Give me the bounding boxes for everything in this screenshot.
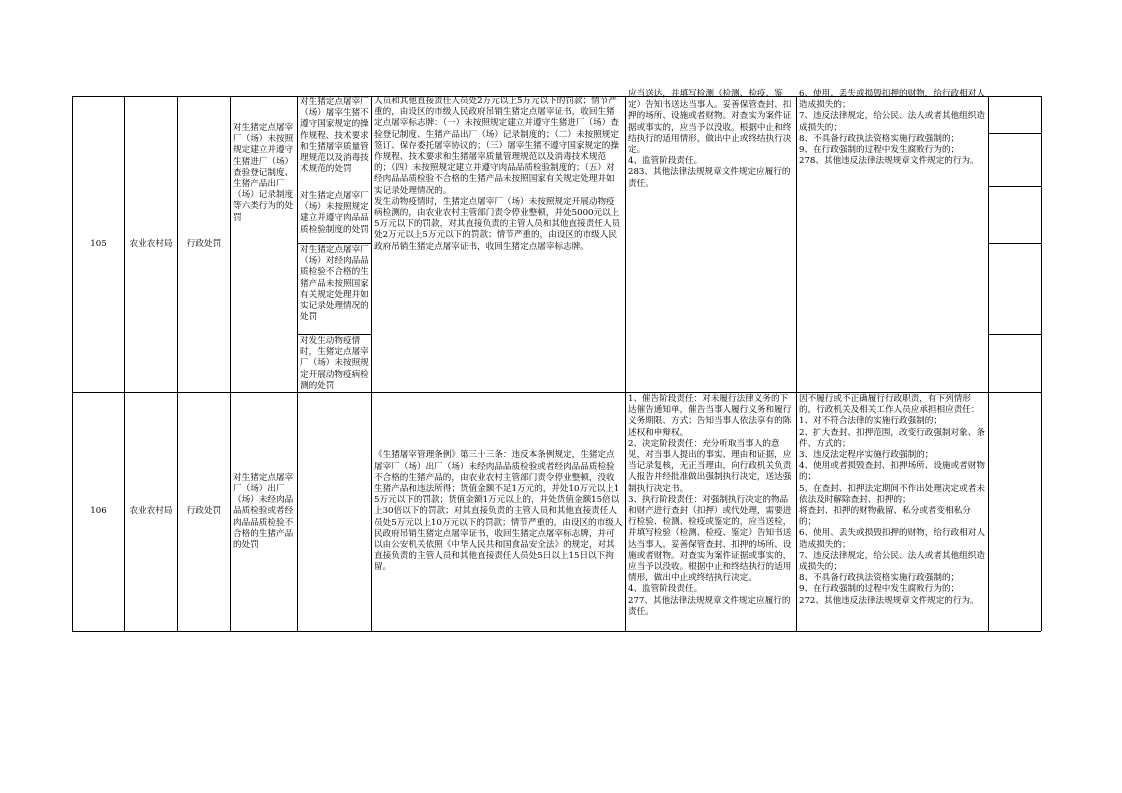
last-col-divider: [988, 186, 1041, 187]
legal-basis-cell: 人员和其他直接责任人员处2万元以上5万元以下的罚款；情节严重的，由设区的市级人民政府吊销生猪定点屠宰证书，收回生猪定点屠宰标志牌：（一）未按照规定建立并遵守生猪进厂（场）查验登记制度、生猪产品出厂（场）记录制度的；（二）未按照规定签订、保存委托屠宰协议的；（三）屠宰生猪不遵守国家规定的操作规程、技术要求和生猪屠宰质量管理规范以及消毒技术规范的；（四）未按照规定建立并遵守肉品品质检验制度的；（五）对经肉品品质检验不合格的生猪产品未按照国家有关规定处理并如实记录处理情况的。 发生动物疫情时，生猪定点屠宰厂（场）未按照规定开展动物疫病检测的，由农业农村主管部门责令停业整顿，并处5000元以上5万元以下的罚款，对其直接负责的主管人员和其他直接责任人员处2万元以上5万元以下的罚款；情节严重的，由设区的市级人民政府吊销生猪定点屠宰证书，收回生猪定点屠宰标志牌。: [374, 96, 621, 252]
sub-item-cell: 对生猪定点屠宰厂（场）未按照规定建立并遵守肉品品质检验制度的处罚: [298, 190, 371, 243]
item-name-cell: 对生猪定点屠宰厂（场）出厂（场）未经肉品品质检验或者经肉品品质检验不合格的生猪产品的处罚: [233, 472, 294, 550]
sub-item-cell: 对生猪定点屠宰厂（场）屠宰生猪不遵守国家规定的操作规程、技术要求和生猪屠宰质量管理规范以及消毒技术规范的处罚: [300, 97, 369, 175]
last-col-divider: [988, 334, 1041, 335]
last-col-divider: [988, 133, 1041, 134]
legal-basis-cell: 《生猪屠宰管理条例》第三十三条：违反本条例规定，生猪定点屠宰厂（场）出厂（场）未经肉品品质检验或者经肉品品质检验不合格的生猪产品的，由农业农村主管部门责令停业整顿，没收生猪产品和违法所得；货值金额不足1万元的，并处10万元以上15万元以下的罚款；货值金额1万元以上的，并处货值金额15倍以上30倍以下的罚款；对其直接负责的主管人员和其他直接责任人员处5万元以上10万元以下的罚款；情节严重的，由设区的市级人民政府吊销生猪定点屠宰证书，收回生猪定点屠宰标志牌，并可以由公安机关依照《中华人民共和国食品安全法》的规定，对其直接负责的主管人员和其他直接责任人员处5日以上15日以下拘留。: [374, 450, 623, 573]
sub-item-cell: 对生猪定点屠宰厂（场）对经肉品品质检验不合格的生猪产品未按照国家有关规定处理并如实记录处理情况的处罚: [300, 245, 369, 323]
col-line: [988, 96, 989, 631]
table-bottom-border: [72, 631, 1041, 632]
accountability-cell: 因不履行或不正确履行行政职责，有下列情形的，行政机关及相关工作人员应承担相应责任：1、对不符合法律的实施行政强制的； 2、扩大查封、扣押范围，改变行政强制对象、条件、方式的； 3、违反法定程序实施行政强制的； 4、使用或者损毁查封、扣押场所、设施或者财物的； 5、在查封、扣押法定期间不作出处理决定或者未依法及时解除查封、扣押的； 将查封、扣押的财物截留、私分或者变相私分的； 6、使用、丢失或损毁扣押的财物，给行政相对人造成损失的； 7、违反法律规定，给公民、法人或者其他组织造成损失的； 8、不具备行政执法资格实施行政强制的； 9、在行政强制的过程中发生腐败行为的； 272、其他违反法律法规规章文件规定的行为。: [799, 394, 985, 606]
sub-item-cell: 对发生动物疫情时，生猪定点屠宰厂（场）未按照规定开展动物疫病检测的处罚: [300, 336, 369, 391]
punishment-type-cell: 行政处罚: [186, 238, 222, 249]
department-cell: 农业农村局: [129, 238, 173, 249]
col-line: [1041, 96, 1042, 631]
accountability-cell: 6、使用、丢失或损毁扣押的财物，给行政相对人造成损失的； 7、违反法律规定，给公民、法人或者其他组织造成损失的； 8、不具备行政执法资格实施行政强制的； 9、在行政强制的过程中发生腐败行为的； 278、其他违反法律法规规章文件规定的行为。: [799, 89, 985, 167]
row-number: 105: [90, 238, 107, 249]
department-cell: 农业农村局: [129, 506, 173, 517]
last-col-divider: [988, 243, 1041, 244]
item-name-cell: 对生猪定点屠宰厂（场）未按照规定建立并遵守生猪进厂（场）查验登记制度、生猪产品出厂（场）记录制度等六类行为的处罚: [233, 123, 294, 223]
duty-cell: 应当送达，并填写检测（检测、检疫、鉴定）告知书送达当事人。妥善保管查封、扣押的场所、设施或者财物。对查实为案件证据或事实的，应当予以没收。根据中止和终结执行的适用情形，做出中止或终结执行决定。 4、监管阶段责任。 283、其他法律法规规章文件规定应履行的责任。: [628, 89, 792, 189]
row-number: 106: [90, 506, 107, 517]
duty-cell: 1、催告阶段责任：对未履行法律义务的下达催告通知单，催告当事人履行义务和履行义务期限、方式；告知当事人依法享有的陈述权和申辩权。 2、决定阶段责任：充分听取当事人的意见，对当事人提出的事实、理由和证据，应当记录复核，无正当理由，向行政机关负责人报告并经批准做出强制执行决定，送达强制执行决定书。 3、执行阶段责任：对强制执行决定的物品和财产进行查封（扣押）或代处理，需要进行检验、检测、检疫或鉴定的，应当送检，并填写检验（检测、检疫、鉴定）告知书送达当事人。妥善保管查封、扣押的场所、设施或者财物。对查实为案件证据或事实的，应当予以没收。根据中止和终结执行的适用情形，做出中止或终结执行决定。 4、监管阶段责任。 277、其他法律法规规章文件规定应履行的责任。: [628, 394, 792, 617]
punishment-type-cell: 行政处罚: [186, 506, 222, 517]
